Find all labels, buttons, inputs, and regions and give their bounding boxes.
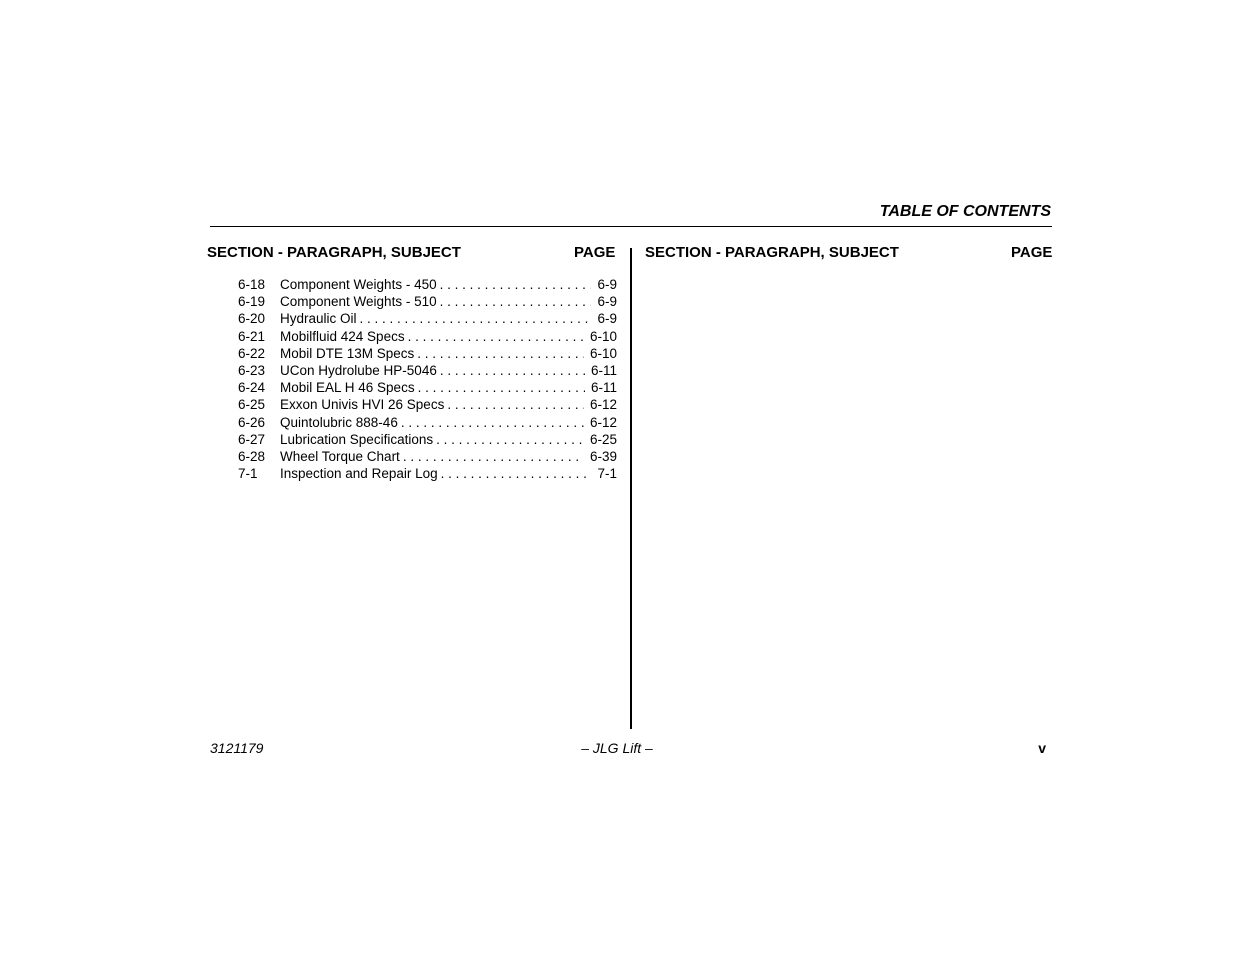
page-title: TABLE OF CONTENTS [879,203,1051,220]
toc-entry[interactable] [238,448,617,465]
dot-leader [401,414,584,431]
document-number: 3121179 [210,740,264,756]
right-page-header: PAGE [1011,244,1053,261]
toc-entry-subject: Hydraulic Oil [280,311,357,327]
toc-list [238,276,617,482]
toc-entry-page: 6-10 [589,345,617,361]
toc-entry[interactable] [238,328,617,345]
toc-entry-subject: Quintolubric 888-46 [280,414,398,430]
toc-entry-number: 6-23 [238,362,266,378]
toc-entry-subject: Mobilfluid 424 Specs [280,328,405,344]
toc-entry-page: 6-9 [597,294,617,310]
toc-entry-page: 6-12 [589,397,617,413]
footer-brand: – JLG Lift – [581,740,653,756]
dot-leader [403,448,584,465]
toc-entry-number: 6-19 [238,294,266,310]
toc-entry[interactable] [238,276,617,293]
toc-entry[interactable] [238,362,617,379]
toc-entry-page: 6-39 [589,448,617,464]
dot-leader [441,465,592,482]
toc-entry-subject: Component Weights - 450 [280,277,437,292]
toc-entry-number: 6-25 [238,397,266,413]
toc-entry-subject: Inspection and Repair Log [280,466,438,482]
toc-entry-subject: UCon Hydrolube HP-5046 [280,362,437,378]
toc-entry-subject: Exxon Univis HVI 26 Specs [280,397,445,413]
toc-entry[interactable] [238,310,617,327]
toc-entry[interactable] [238,293,617,310]
page-number: v [1038,740,1046,756]
toc-entry-page: 6-12 [589,414,617,430]
toc-entry-subject: Wheel Torque Chart [280,448,400,464]
toc-entry-page: 6-10 [589,328,617,344]
title-rule [210,226,1052,227]
toc-entry-number: 6-26 [238,414,266,430]
dot-leader [408,328,584,345]
toc-entry[interactable] [238,465,617,482]
dot-leader [417,345,584,362]
toc-entry-subject: Mobil EAL H 46 Specs [280,380,415,396]
toc-entry-page: 6-25 [589,431,617,447]
toc-entry-page: 7-1 [597,466,617,482]
toc-entry-subject: Lubrication Specifications [280,431,434,447]
toc-entry-number: 6-28 [238,448,266,464]
dot-leader [440,362,585,379]
toc-entry-subject: Mobil DTE 13M Specs [280,345,415,361]
dot-leader [447,396,584,413]
toc-entry-page: 6-11 [590,380,617,396]
toc-entry[interactable] [238,414,617,431]
toc-entry-page: 6-9 [597,311,617,327]
left-page-header: PAGE [574,244,616,261]
toc-entry-number: 6-27 [238,431,266,447]
toc-entry[interactable] [238,345,617,362]
toc-entry[interactable] [238,396,617,413]
left-subject-header: SECTION - PARAGRAPH, SUBJECT [207,244,461,261]
toc-entry-subject: Component Weights - 510 [280,294,437,310]
toc-entry-page: 6-11 [590,362,617,378]
toc-entry[interactable] [238,379,617,396]
dot-leader [436,431,584,448]
toc-entry-number: 6-24 [238,380,266,396]
toc-entry-number: 6-22 [238,345,266,361]
dot-leader [440,293,592,310]
column-divider [630,248,632,729]
toc-entry-page: 6-9 [597,277,617,292]
dot-leader [440,276,592,293]
dot-leader [418,379,585,396]
dot-leader [360,310,592,327]
toc-entry-number: 6-20 [238,311,266,327]
toc-entry-number: 6-21 [238,328,266,344]
right-subject-header: SECTION - PARAGRAPH, SUBJECT [645,244,899,261]
toc-entry-number: 6-18 [238,277,266,292]
toc-entry-number: 7-1 [238,466,258,482]
toc-entry[interactable] [238,431,617,448]
